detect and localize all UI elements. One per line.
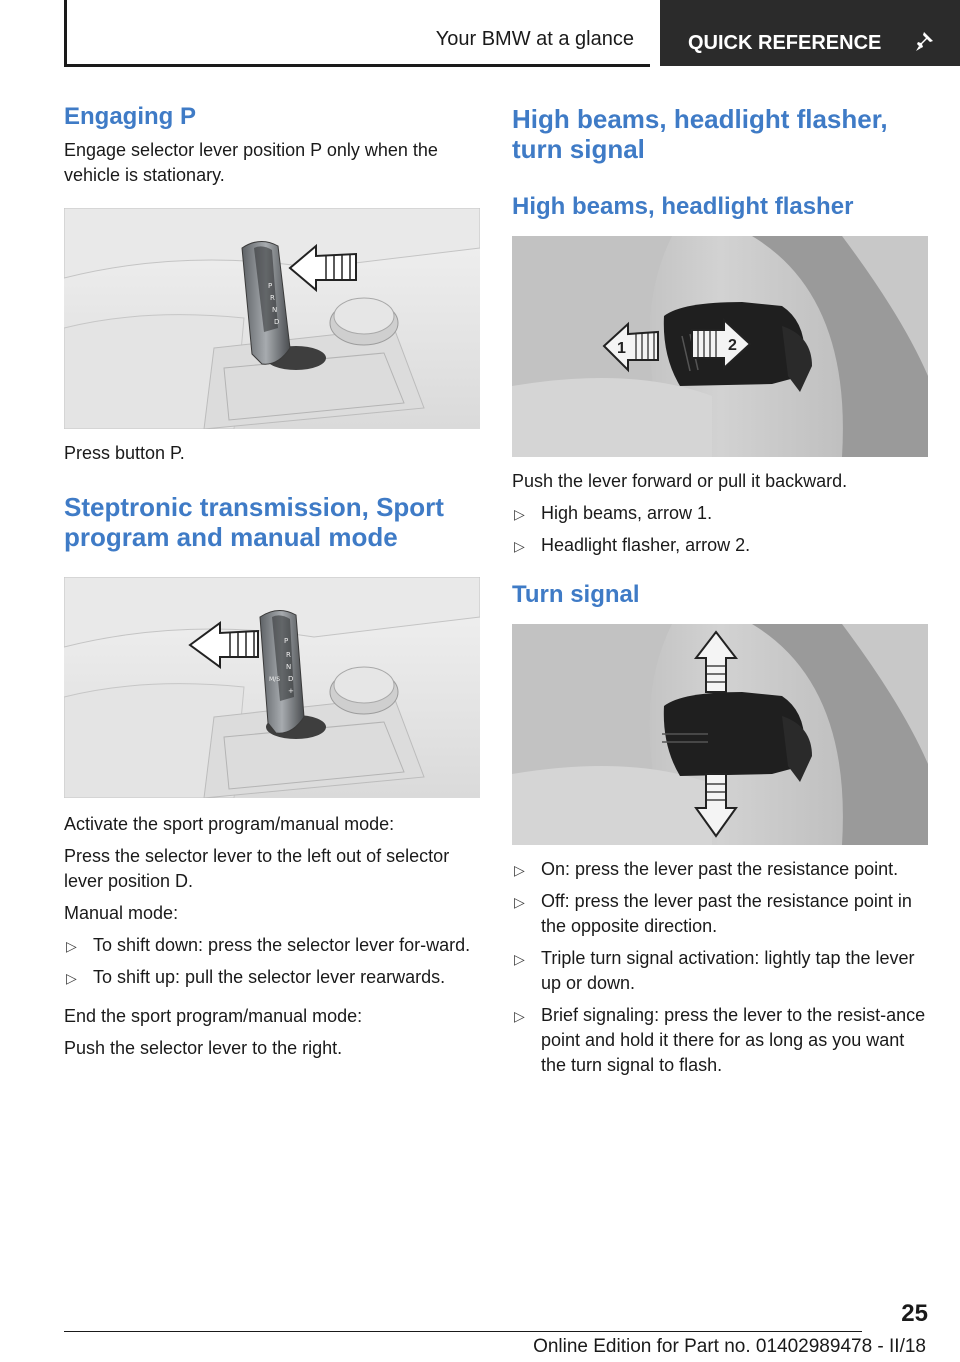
list-item: ▷ Brief signaling: press the lever to the resist-ance point and hold it there for as long as you want the turn signal to flash.	[514, 1005, 926, 1075]
quick-reference-label: QUICK REFERENCE	[688, 32, 882, 54]
bullet-triangle-icon: ▷	[514, 506, 525, 522]
manual-mode-text: Manual mode:	[64, 903, 179, 923]
list-item: ▷ Headlight flasher, arrow 2.	[512, 533, 928, 558]
gear-label-d: D	[274, 318, 280, 326]
footer-rule	[64, 1331, 862, 1332]
end-sport-text: End the sport program/manual mode:	[64, 1006, 363, 1026]
activate-sport-text: Activate the sport program/manual mode:	[64, 814, 395, 834]
push-right-text: Push the selector lever to the right.	[64, 1038, 343, 1058]
push-lever-text: Push the lever forward or pull it backward.	[512, 471, 848, 491]
edition-footer: Online Edition for Part no. 01402989478 - II/18	[533, 1336, 926, 1357]
bullet-triangle-icon: ▷	[514, 1008, 525, 1024]
press-button-p-text: Press button P.	[64, 443, 185, 463]
list-item: ▷ Off: press the lever past the resistance point in the opposite direction.	[514, 891, 912, 936]
high-beams-lever-image	[512, 236, 928, 457]
bullet-triangle-icon: ▷	[66, 938, 77, 954]
gear-label-n: N	[272, 306, 278, 314]
arrow-1-label: 1	[617, 340, 626, 357]
manual-mode-list	[64, 933, 480, 990]
high-beams-subheading: High beams, headlight flasher	[512, 193, 854, 220]
gear-label-r: R	[286, 651, 291, 659]
bullet-triangle-icon: ▷	[514, 862, 525, 878]
right-column	[512, 100, 928, 1085]
list-item: ▷ On: press the lever past the resistance point.	[512, 857, 928, 882]
turn-signal-list	[512, 857, 928, 1078]
gear-label-r: R	[270, 294, 275, 302]
list-item: ▷ Triple turn signal activation: lightly tap the lever up or down.	[514, 948, 915, 993]
arrow-2-label: 2	[728, 337, 737, 354]
turn-signal-lever-image	[512, 624, 928, 845]
high-beams-list	[512, 501, 928, 558]
header-underline	[64, 64, 650, 67]
list-item: ▷ To shift down: press the selector lever for-ward.	[64, 933, 480, 958]
pushpin-icon	[915, 30, 937, 58]
manual-label-plus: +	[288, 687, 294, 695]
turn-signal-subheading: Turn signal	[512, 581, 640, 608]
engaging-p-text: Engage selector lever position P only when the vehicle is stationary.	[64, 140, 438, 185]
gear-label-p: P	[284, 637, 289, 645]
gear-label-d: D	[288, 675, 294, 683]
bullet-triangle-icon: ▷	[514, 951, 525, 967]
selector-lever-p-image	[64, 208, 480, 429]
list-item: ▷ High beams, arrow 1.	[512, 501, 928, 526]
page-number: 25	[901, 1300, 928, 1327]
list-item: ▷ To shift up: pull the selector lever rearwards.	[64, 965, 480, 990]
header-section-title[interactable]: Your BMW at a glance	[435, 28, 634, 50]
manual-label-ms: M/S	[269, 676, 281, 683]
lever-stalk-icon	[662, 692, 812, 782]
gear-label-p: P	[268, 282, 273, 290]
selector-lever-manual-image	[64, 577, 480, 798]
bullet-triangle-icon: ▷	[514, 538, 525, 554]
quick-reference-tab[interactable]	[660, 0, 960, 66]
high-beams-heading: High beams, headlight flasher, turn signal	[512, 104, 888, 164]
engaging-p-heading: Engaging P	[64, 103, 196, 130]
steptronic-heading: Steptronic transmission, Sport program and manual mode	[64, 492, 444, 552]
header-rule	[64, 0, 67, 66]
gear-label-n: N	[286, 663, 292, 671]
bullet-triangle-icon: ▷	[514, 894, 525, 910]
press-selector-left-text: Press the selector lever to the left out of selector lever position D.	[64, 846, 450, 891]
left-column	[64, 100, 480, 1061]
bullet-triangle-icon: ▷	[66, 970, 77, 986]
